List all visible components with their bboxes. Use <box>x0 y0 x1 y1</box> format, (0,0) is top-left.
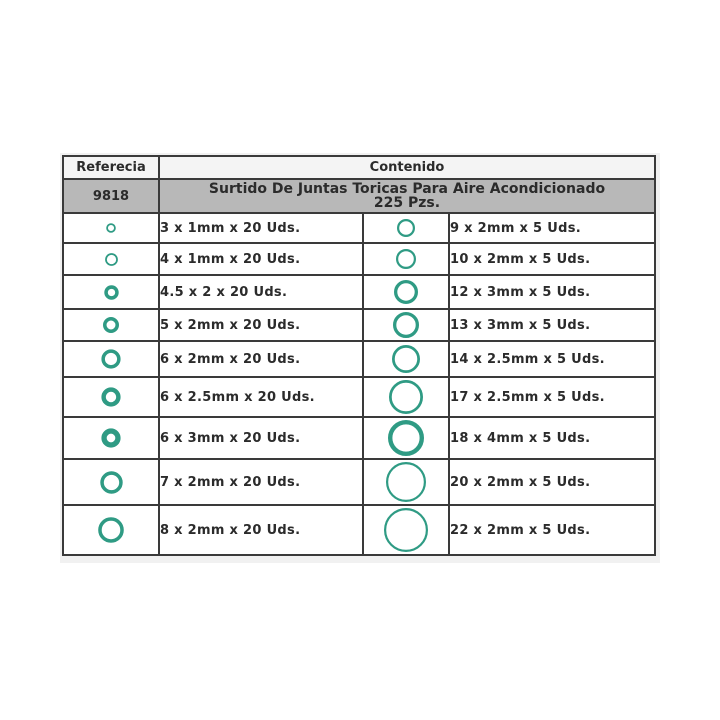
small-ring-spec: 6 x 3mm x 20 Uds. <box>159 417 363 459</box>
large-ring-cell <box>363 459 449 505</box>
large-ring-spec: 10 x 2mm x 5 Uds. <box>449 243 655 275</box>
o-ring-icon <box>98 469 125 496</box>
small-ring-spec: 4.5 x 2 x 20 Uds. <box>159 275 363 309</box>
o-ring-shape <box>106 287 117 298</box>
o-ring-icon <box>102 283 121 302</box>
small-ring-cell <box>63 377 159 417</box>
o-ring-icon <box>394 247 418 271</box>
small-ring-spec: 6 x 2mm x 20 Uds. <box>159 341 363 377</box>
table-row <box>63 243 655 275</box>
o-ring-shape <box>387 463 425 501</box>
large-ring-spec: 18 x 4mm x 5 Uds. <box>449 417 655 459</box>
piece-count: 225 Pzs. <box>373 195 441 211</box>
o-ring-icon <box>387 378 425 416</box>
o-ring-icon <box>104 221 118 235</box>
table-row <box>63 459 655 505</box>
small-ring-cell <box>63 275 159 309</box>
large-ring-spec: 12 x 3mm x 5 Uds. <box>449 275 655 309</box>
large-ring-spec: 20 x 2mm x 5 Uds. <box>449 459 655 505</box>
o-ring-shape <box>105 319 117 331</box>
table-row <box>63 213 655 243</box>
o-ring-icon <box>382 506 430 554</box>
large-ring-cell <box>363 309 449 341</box>
large-ring-cell <box>363 377 449 417</box>
reference-number: 9818 <box>63 179 159 213</box>
small-ring-cell <box>63 213 159 243</box>
o-ring-icon <box>392 278 420 306</box>
content-column-header: Contenido <box>159 156 655 179</box>
o-ring-shape <box>104 390 119 405</box>
o-ring-icon <box>101 315 121 335</box>
oring-spec-table <box>62 155 656 556</box>
o-ring-icon <box>391 310 421 340</box>
small-ring-cell <box>63 505 159 555</box>
small-ring-spec: 6 x 2.5mm x 20 Uds. <box>159 377 363 417</box>
o-ring-shape <box>100 519 122 541</box>
large-ring-spec: 22 x 2mm x 5 Uds. <box>449 505 655 555</box>
ref-column-header: Referecia <box>63 156 159 179</box>
o-ring-shape <box>398 220 414 236</box>
large-ring-spec: 17 x 2.5mm x 5 Uds. <box>449 377 655 417</box>
o-ring-icon <box>395 217 417 239</box>
large-ring-cell <box>363 505 449 555</box>
table-row <box>63 377 655 417</box>
o-ring-shape <box>390 422 422 454</box>
large-ring-cell <box>363 275 449 309</box>
o-ring-shape <box>105 253 116 264</box>
large-ring-cell <box>363 341 449 377</box>
table-row <box>63 505 655 555</box>
large-ring-cell <box>363 417 449 459</box>
o-ring-shape <box>107 224 115 232</box>
table-row <box>63 341 655 377</box>
table-row <box>63 275 655 309</box>
large-ring-cell <box>363 243 449 275</box>
large-ring-spec: 9 x 2mm x 5 Uds. <box>449 213 655 243</box>
o-ring-icon <box>99 347 123 371</box>
table-row <box>63 417 655 459</box>
o-ring-icon <box>103 251 120 268</box>
o-ring-shape <box>104 431 118 445</box>
o-ring-icon <box>99 385 123 409</box>
table-row <box>63 309 655 341</box>
product-description <box>159 179 655 213</box>
o-ring-icon <box>390 343 422 375</box>
small-ring-cell <box>63 459 159 505</box>
o-ring-icon <box>386 418 426 458</box>
large-ring-cell <box>363 213 449 243</box>
o-ring-shape <box>103 351 119 367</box>
small-ring-spec: 8 x 2mm x 20 Uds. <box>159 505 363 555</box>
large-ring-spec: 13 x 3mm x 5 Uds. <box>449 309 655 341</box>
o-ring-shape <box>385 509 427 551</box>
o-ring-shape <box>397 250 415 268</box>
o-ring-icon <box>384 460 428 504</box>
o-ring-shape <box>395 314 418 337</box>
o-ring-shape <box>396 282 417 303</box>
o-ring-icon <box>96 515 126 545</box>
o-ring-shape <box>390 381 421 412</box>
small-ring-spec: 7 x 2mm x 20 Uds. <box>159 459 363 505</box>
product-row <box>63 179 655 213</box>
small-ring-spec: 4 x 1mm x 20 Uds. <box>159 243 363 275</box>
header-row <box>63 156 655 179</box>
large-ring-spec: 14 x 2.5mm x 5 Uds. <box>449 341 655 377</box>
small-ring-cell <box>63 243 159 275</box>
small-ring-spec: 5 x 2mm x 20 Uds. <box>159 309 363 341</box>
small-ring-cell <box>63 309 159 341</box>
small-ring-cell <box>63 417 159 459</box>
small-ring-cell <box>63 341 159 377</box>
o-ring-shape <box>102 473 121 492</box>
o-ring-shape <box>393 346 418 371</box>
product-title: Surtido De Juntas Toricas Para Aire Acondicionado <box>208 181 606 197</box>
o-ring-icon <box>99 426 123 450</box>
small-ring-spec: 3 x 1mm x 20 Uds. <box>159 213 363 243</box>
